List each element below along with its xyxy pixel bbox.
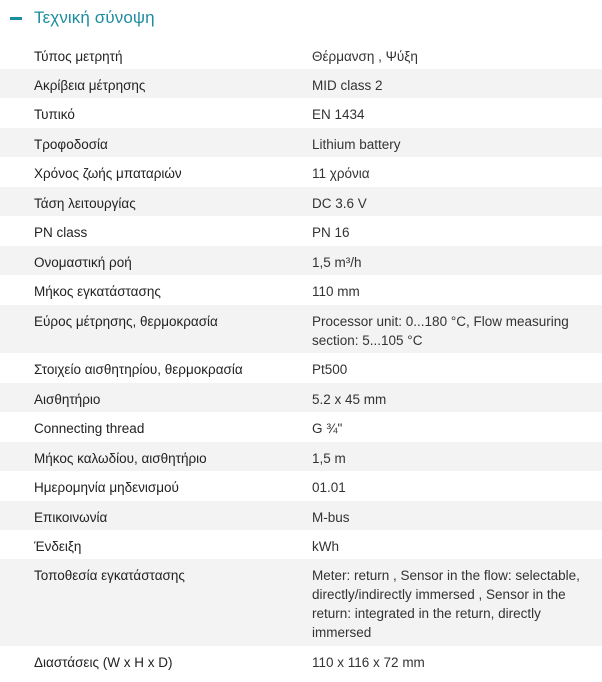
spec-row-battery-life — [0, 157, 602, 187]
spec-label: Τυπικό — [34, 107, 75, 122]
spec-value: G ¾" — [312, 421, 343, 436]
spec-label: Ημερομηνία μηδενισμού — [34, 480, 179, 495]
spec-row-display — [0, 530, 602, 559]
spec-label: Αισθητήριο — [34, 392, 101, 407]
spec-value: PN 16 — [312, 225, 350, 240]
spec-row-temperature-range — [0, 305, 602, 353]
spec-label: Connecting thread — [34, 421, 145, 436]
spec-row-sensor-element — [0, 353, 602, 383]
spec-value: Lithium battery — [312, 137, 401, 152]
spec-value: Θέρμανση , Ψύξη — [312, 49, 418, 64]
spec-value: M-bus — [312, 510, 350, 525]
spec-label: Ένδειξη — [34, 539, 82, 554]
spec-value: DC 3.6 V — [312, 196, 367, 211]
spec-label: Στοιχείο αισθητηρίου, θερμοκρασία — [34, 362, 243, 377]
spec-row-reset-date — [0, 471, 602, 501]
spec-row-standard — [0, 98, 602, 128]
spec-row-installation-length — [0, 275, 602, 305]
spec-row-meter-type — [0, 40, 602, 69]
spec-label: Μήκος καλωδίου, αισθητήριο — [34, 451, 207, 466]
spec-row-cable-length — [0, 442, 602, 471]
section-title: Τεχνική σύνοψη — [34, 8, 155, 27]
spec-row-sensor — [0, 383, 602, 412]
spec-label: Διαστάσεις (W x H x D) — [34, 655, 173, 670]
minus-icon[interactable] — [10, 17, 22, 20]
spec-value: MID class 2 — [312, 78, 383, 93]
spec-value: kWh — [312, 539, 339, 554]
spec-label: Ονομαστική ροή — [34, 255, 132, 270]
spec-row-power-supply — [0, 128, 602, 157]
spec-value: Pt500 — [312, 362, 348, 377]
spec-value: 1,5 m³/h — [312, 255, 362, 270]
spec-row-installation-location — [0, 559, 602, 646]
spec-row-communication — [0, 501, 602, 530]
spec-value: 5.2 x 45 mm — [312, 392, 387, 407]
spec-row-dimensions — [0, 646, 602, 678]
spec-value: 1,5 m — [312, 451, 346, 466]
spec-label: Εύρος μέτρησης, θερμοκρασία — [34, 314, 218, 329]
spec-row-voltage — [0, 187, 602, 216]
spec-value: 01.01 — [312, 480, 346, 495]
spec-row-pn-class — [0, 216, 602, 246]
spec-label: Μήκος εγκατάστασης — [34, 284, 161, 299]
spec-label: Επικοινωνία — [34, 510, 108, 525]
spec-value: 110 x 116 x 72 mm — [312, 655, 425, 670]
spec-label: Τοποθεσία εγκατάστασης — [34, 568, 185, 583]
spec-value: 110 mm — [312, 284, 360, 299]
spec-label: Τύπος μετρητή — [34, 49, 123, 64]
spec-label: PN class — [34, 225, 88, 240]
spec-label: Τάση λειτουργίας — [34, 196, 136, 211]
spec-label: Τροφοδοσία — [34, 137, 108, 152]
spec-value: EN 1434 — [312, 107, 365, 122]
spec-row-connecting-thread — [0, 412, 602, 442]
spec-value: Meter: return , Sensor in the flow: selectable, directly/indirectly immersed , Sensor in the return: integrated in the return, directly immersed — [312, 568, 580, 640]
spec-label: Ακρίβεια μέτρησης — [34, 78, 146, 93]
spec-value: 11 χρόνια — [312, 166, 370, 181]
spec-row-accuracy — [0, 69, 602, 98]
spec-value: Processor unit: 0...180 °C, Flow measuring section: 5...105 °C — [312, 314, 569, 348]
section-header[interactable] — [10, 4, 155, 32]
spec-label: Χρόνος ζωής μπαταριών — [34, 166, 182, 181]
spec-row-nominal-flow — [0, 246, 602, 275]
